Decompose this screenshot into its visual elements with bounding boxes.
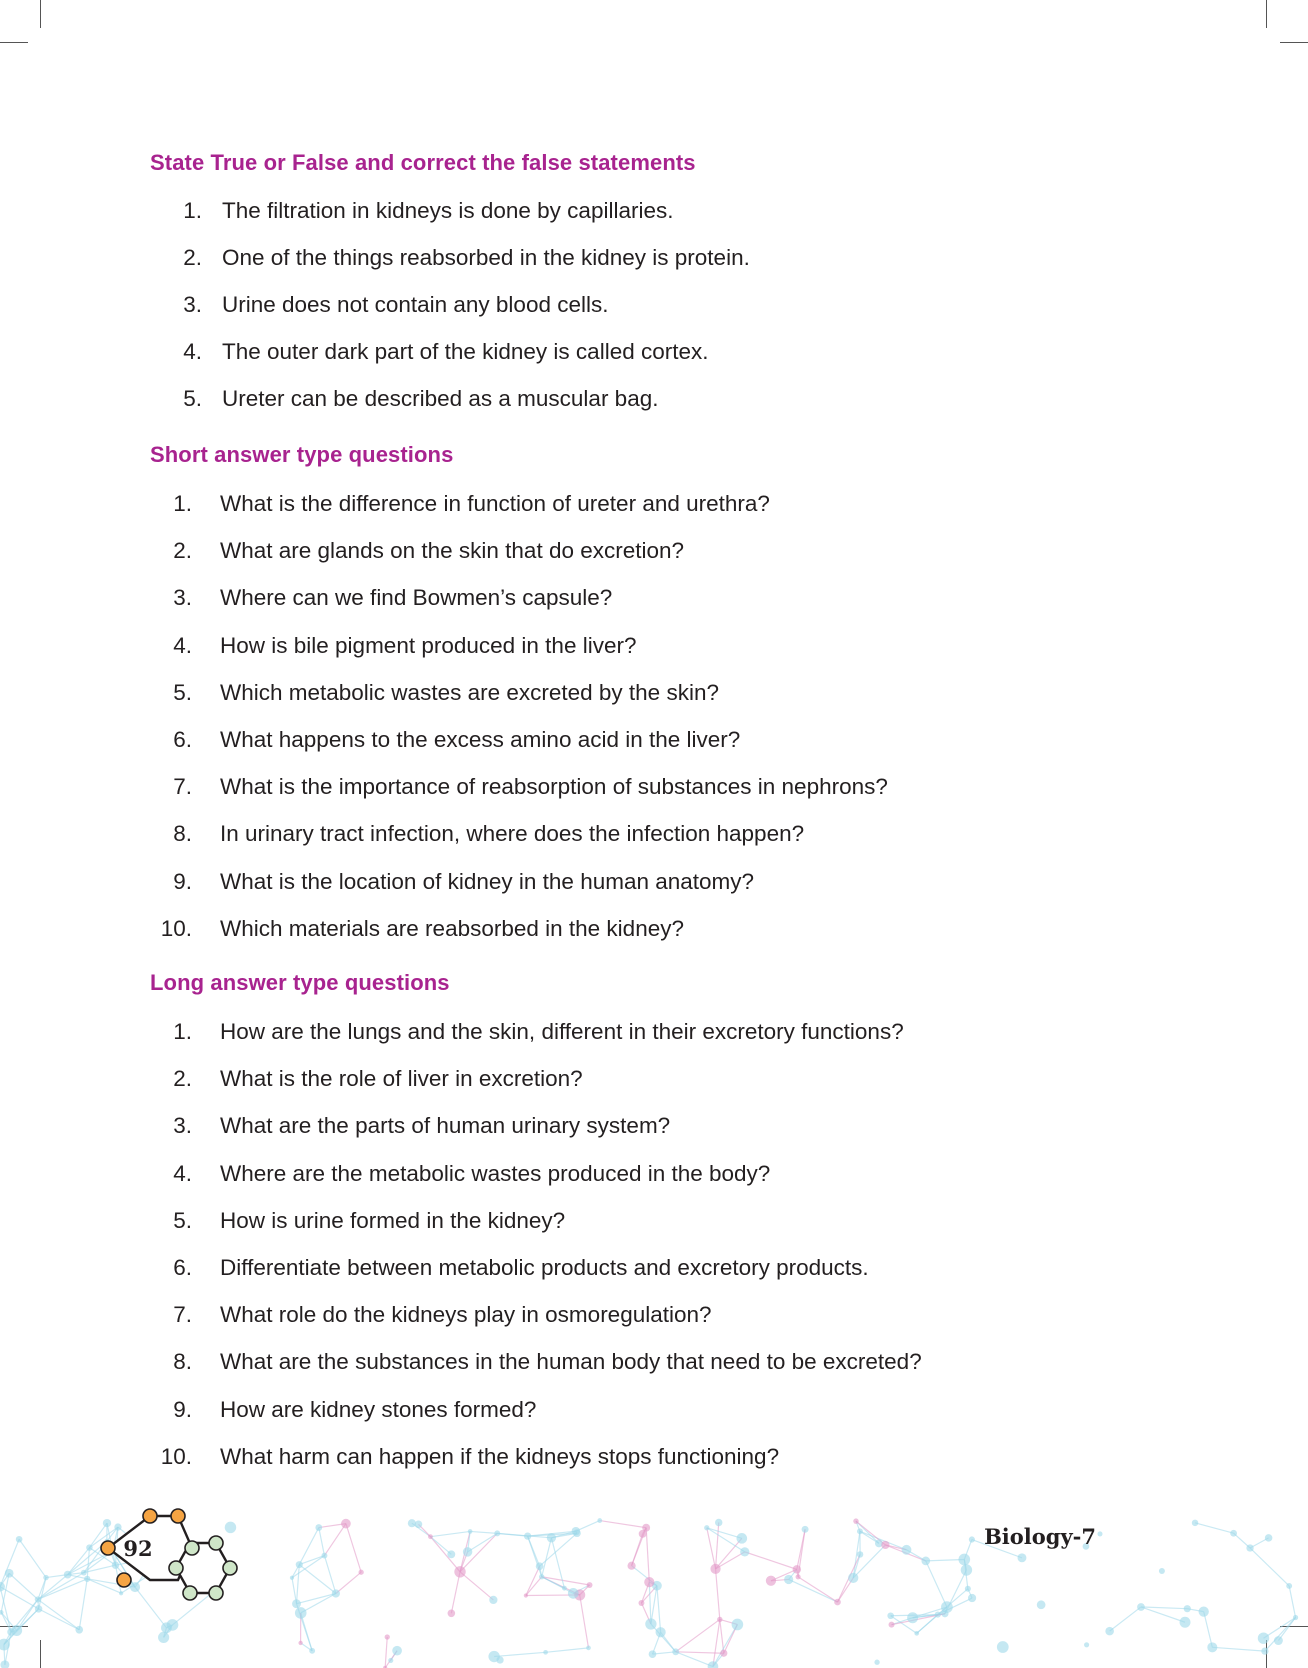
network-node — [853, 1518, 858, 1523]
network-node — [43, 1575, 48, 1580]
network-bond — [707, 1528, 742, 1539]
item-number: 2. — [173, 1066, 192, 1092]
network-node — [935, 1612, 941, 1618]
network-bond — [470, 1531, 497, 1533]
network-node — [454, 1566, 465, 1577]
network-bond — [0, 1587, 39, 1609]
item-number: 9. — [173, 1396, 192, 1422]
network-node — [802, 1526, 809, 1533]
item-number: 2. — [183, 245, 202, 270]
crop-mark — [40, 0, 41, 28]
item-text: What are glands on the skin that do excretion? — [220, 538, 685, 564]
item-number: 6. — [173, 726, 192, 752]
network-bond — [1141, 1607, 1185, 1622]
network-node — [543, 1650, 548, 1655]
network-bond — [716, 1569, 720, 1620]
item-text: The outer dark part of the kidney is called cortex. — [222, 339, 709, 364]
network-node — [392, 1646, 402, 1656]
network-node — [645, 1618, 656, 1629]
network-node — [81, 1570, 87, 1576]
item-number: 5. — [173, 1207, 192, 1233]
network-bond — [1195, 1523, 1234, 1533]
network-node — [494, 1530, 500, 1536]
network-node — [1037, 1600, 1046, 1609]
network-node — [1192, 1520, 1198, 1526]
network-node — [75, 1626, 83, 1634]
network-node — [64, 1571, 72, 1579]
network-node — [1261, 1647, 1268, 1654]
network-node — [292, 1599, 301, 1608]
network-bond — [600, 1521, 646, 1528]
item-text: What harm can happen if the kidneys stops functioning? — [220, 1443, 780, 1469]
network-node — [16, 1536, 23, 1543]
item-text: How are kidney stones formed? — [220, 1396, 537, 1422]
item-text: What is the role of liver in excretion? — [220, 1066, 583, 1092]
network-bond — [430, 1537, 460, 1572]
network-bond — [676, 1652, 713, 1667]
network-node — [332, 1589, 340, 1597]
network-bond — [1141, 1607, 1187, 1609]
page-number: 92 — [123, 1536, 153, 1561]
network-bond — [917, 1607, 947, 1633]
item-text: One of the things reabsorbed in the kidney is protein. — [222, 245, 750, 270]
network-node — [717, 1617, 722, 1622]
item-text: Differentiate between metabolic products and excretory products. — [220, 1254, 869, 1280]
network-node — [874, 1660, 879, 1665]
network-node — [889, 1622, 895, 1628]
network-node — [597, 1518, 602, 1523]
network-node — [1265, 1534, 1273, 1542]
network-node — [463, 1547, 472, 1556]
network-node — [489, 1596, 497, 1604]
network-bond — [745, 1552, 797, 1569]
network-node — [1137, 1603, 1145, 1611]
network-node — [627, 1562, 635, 1570]
network-node — [796, 1574, 801, 1579]
network-node — [638, 1600, 644, 1606]
network-bond — [1110, 1607, 1141, 1631]
network-node — [881, 1541, 889, 1549]
network-node — [1097, 1531, 1102, 1536]
network-node — [587, 1582, 593, 1588]
network-node — [997, 1641, 1009, 1653]
network-bond — [19, 1539, 46, 1577]
network-node — [1274, 1636, 1283, 1645]
network-node — [572, 1527, 580, 1535]
item-text: Which metabolic wastes are excreted by the skin? — [220, 679, 719, 705]
network-node — [1230, 1530, 1237, 1537]
item-number: 2. — [173, 538, 192, 564]
network-bond — [716, 1522, 719, 1568]
item-number: 9. — [173, 868, 192, 894]
network-bond — [676, 1619, 720, 1651]
network-bond — [646, 1528, 649, 1582]
network-bond — [789, 1579, 838, 1602]
network-node — [1159, 1568, 1165, 1574]
network-bond — [301, 1594, 336, 1613]
network-node — [887, 1612, 894, 1619]
network-bond — [17, 1599, 38, 1630]
network-node — [848, 1573, 858, 1583]
item-number: 7. — [173, 1302, 192, 1328]
item-number: 3. — [173, 585, 192, 611]
item-number: 4. — [173, 1160, 192, 1186]
network-node — [958, 1554, 970, 1566]
item-number: 10. — [160, 915, 192, 941]
network-bond — [299, 1565, 336, 1594]
item-text: How is urine formed in the kidney? — [220, 1207, 566, 1233]
item-text: Which materials are reabsorbed in the kidney? — [220, 915, 684, 941]
network-node — [295, 1607, 307, 1619]
item-text: Urine does not contain any blood cells. — [222, 292, 609, 317]
network-bond — [1204, 1612, 1213, 1648]
network-bond — [798, 1577, 837, 1602]
network-bond — [336, 1572, 361, 1593]
crop-mark — [1280, 42, 1308, 43]
network-node — [1184, 1605, 1191, 1612]
network-bond — [324, 1524, 345, 1556]
network-node — [586, 1646, 591, 1651]
network-node — [857, 1551, 863, 1557]
network-node — [1258, 1632, 1269, 1643]
network-node — [290, 1576, 294, 1580]
network-bond — [324, 1556, 335, 1594]
network-node — [921, 1557, 930, 1566]
network-node — [547, 1533, 556, 1542]
network-node — [448, 1610, 456, 1618]
network-bond — [926, 1561, 947, 1607]
network-bond — [580, 1595, 589, 1648]
network-node — [539, 1574, 544, 1579]
network-bond — [346, 1524, 361, 1573]
network-node — [740, 1547, 749, 1556]
item-number: 6. — [173, 1254, 192, 1280]
hexagon-badge-icon — [90, 1508, 240, 1628]
network-bond — [39, 1609, 80, 1630]
network-node — [715, 1519, 722, 1526]
network-bond — [430, 1531, 470, 1536]
network-node — [0, 1582, 5, 1592]
item-number: 1. — [183, 198, 202, 223]
network-bond — [319, 1528, 325, 1556]
network-node — [1293, 1615, 1298, 1620]
network-bond — [494, 1652, 545, 1656]
network-node — [408, 1519, 416, 1527]
network-node — [968, 1594, 976, 1602]
network-node — [488, 1651, 499, 1662]
network-node — [1018, 1553, 1027, 1562]
network-node — [1105, 1627, 1114, 1636]
item-text: How are the lungs and the skin, different in their excretory functions? — [220, 1019, 904, 1044]
short-answer-heading: Short answer type questions — [150, 442, 454, 467]
network-node — [35, 1596, 41, 1602]
network-bond — [546, 1648, 589, 1652]
item-number: 4. — [183, 339, 202, 364]
item-text: Ureter can be described as a muscular bag. — [222, 386, 659, 411]
network-bond — [716, 1538, 742, 1569]
network-node — [961, 1564, 972, 1575]
network-node — [1180, 1617, 1191, 1628]
network-node — [415, 1521, 423, 1529]
network-bond — [676, 1652, 724, 1653]
network-bond — [460, 1572, 493, 1600]
network-bond — [1212, 1647, 1265, 1651]
network-node — [309, 1648, 315, 1654]
network-bond — [9, 1573, 38, 1599]
network-node — [385, 1634, 390, 1639]
item-number: 5. — [173, 679, 192, 705]
item-text: Where are the metabolic wastes produced in the body? — [220, 1160, 771, 1186]
network-bond — [1250, 1548, 1289, 1586]
network-node — [784, 1575, 793, 1584]
item-text: The filtration in kidneys is done by capillaries. — [222, 198, 674, 223]
item-number: 1. — [173, 491, 192, 516]
network-bond — [707, 1528, 716, 1569]
network-node — [524, 1593, 528, 1597]
network-node — [965, 1586, 971, 1592]
item-number: 3. — [173, 1113, 192, 1139]
item-number: 1. — [173, 1019, 192, 1044]
book-title: Biology-7 — [984, 1524, 1096, 1549]
crop-mark — [0, 42, 28, 43]
item-text: What are the substances in the human body that need to be excreted? — [220, 1349, 922, 1375]
crop-mark — [1266, 0, 1267, 28]
network-node — [315, 1524, 322, 1531]
network-node — [524, 1532, 531, 1539]
network-node — [766, 1576, 776, 1586]
item-text: What is the location of kidney in the human anatomy? — [220, 868, 755, 894]
item-number: 3. — [183, 292, 202, 317]
network-node — [321, 1553, 327, 1559]
network-node — [1199, 1606, 1209, 1616]
network-bond — [528, 1536, 542, 1577]
network-node — [359, 1570, 364, 1575]
network-node — [704, 1525, 709, 1530]
network-node — [388, 1658, 393, 1663]
true-false-heading: State True or False and correct the false statements — [150, 150, 696, 175]
network-bond — [1289, 1586, 1295, 1618]
network-node — [1207, 1642, 1217, 1652]
network-bond — [296, 1565, 299, 1604]
network-bond — [632, 1534, 643, 1566]
item-number: 8. — [173, 1349, 192, 1375]
item-number: 8. — [173, 821, 192, 847]
network-node — [447, 1550, 455, 1558]
item-text: What happens to the excess amino acid in the liver? — [220, 726, 741, 752]
network-node — [158, 1632, 169, 1643]
network-bond — [296, 1594, 335, 1604]
network-node — [710, 1564, 720, 1574]
network-node — [941, 1610, 948, 1617]
network-bond — [713, 1624, 737, 1666]
network-node — [341, 1519, 351, 1529]
network-node — [468, 1529, 473, 1534]
network-node — [902, 1545, 912, 1555]
network-node — [568, 1588, 579, 1599]
item-number: 5. — [183, 386, 202, 411]
item-text: Where can we find Bowmen’s capsule? — [220, 585, 613, 611]
network-bond — [451, 1572, 460, 1613]
network-node — [857, 1528, 863, 1534]
item-text: What is the importance of reabsorption of substances in nephrons? — [220, 774, 888, 800]
network-bond — [385, 1637, 387, 1668]
item-number: 4. — [173, 632, 192, 658]
network-node — [5, 1569, 14, 1578]
network-node — [1286, 1583, 1292, 1589]
network-node — [737, 1533, 748, 1544]
item-text: How is bile pigment produced in the liver? — [220, 632, 637, 658]
long-answer-heading: Long answer type questions — [150, 970, 450, 995]
network-node — [914, 1631, 919, 1636]
network-node — [0, 1660, 9, 1668]
network-bond — [657, 1586, 661, 1633]
item-number: 7. — [173, 774, 192, 800]
network-bond — [430, 1537, 451, 1555]
network-node — [969, 1536, 975, 1542]
network-node — [536, 1562, 544, 1570]
network-node — [11, 1625, 22, 1636]
network-node — [834, 1599, 841, 1606]
item-number: 10. — [160, 1443, 192, 1469]
network-node — [907, 1612, 918, 1623]
item-text: What are the parts of human urinary system? — [220, 1113, 671, 1139]
network-node — [639, 1530, 647, 1538]
network-node — [720, 1650, 727, 1657]
network-node — [562, 1586, 567, 1591]
network-node — [296, 1561, 303, 1568]
network-node — [35, 1605, 43, 1613]
network-bond — [79, 1579, 87, 1630]
item-text: In urinary tract infection, where does the infection happen? — [220, 821, 805, 847]
network-node — [298, 1641, 302, 1645]
network-node — [672, 1648, 679, 1655]
item-text: What role do the kidneys play in osmoregulation? — [220, 1302, 712, 1328]
network-node — [1246, 1544, 1253, 1551]
item-text: What is the difference in function of ureter and urethra? — [220, 491, 770, 516]
network-node — [656, 1627, 666, 1637]
network-node — [649, 1650, 657, 1658]
network-node — [732, 1619, 744, 1631]
network-bond — [38, 1599, 79, 1629]
network-node — [1084, 1642, 1089, 1647]
network-node — [428, 1534, 433, 1539]
network-node — [644, 1577, 654, 1587]
network-bond — [649, 1582, 651, 1624]
network-node — [793, 1565, 801, 1573]
